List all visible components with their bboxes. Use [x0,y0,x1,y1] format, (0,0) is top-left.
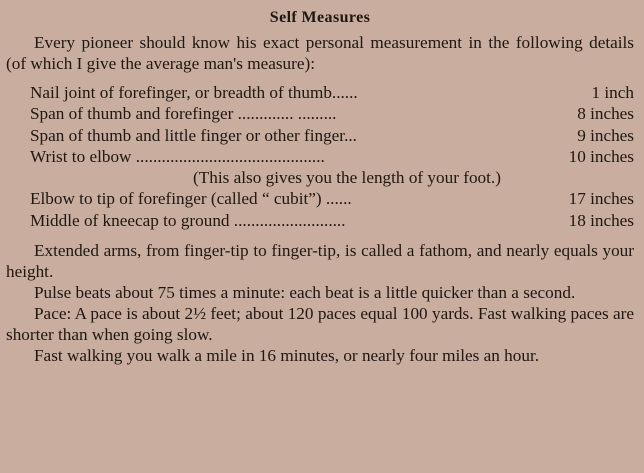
measure-value: 18 inches [568,210,634,230]
measure-label: Span of thumb and little finger or other finger... [30,125,357,145]
intro-paragraph: Every pioneer should know his exact personal measurement in the following details (of which I give the average man's measure): [6,33,634,73]
body-paragraph: Fast walking you walk a mile in 16 minutes, or nearly four miles an hour. [34,346,540,366]
measure-row [30,82,634,103]
measure-label: Nail joint of forefinger, or breadth of thumb...... [30,83,358,102]
measure-row [30,210,634,231]
measure-value: 9 inches [577,125,634,145]
measure-note: (This also gives you the length of your foot.) [193,168,501,188]
measure-value: 8 inches [577,104,634,124]
measures-list [6,82,634,231]
body-paragraph: Pace: A pace is about 2½ feet; about 120 paces equal 100 yards. Fast walking paces are shorter than when going slow. [6,304,634,345]
measure-label: Wrist to elbow ............................................ [30,146,325,166]
body-paragraph: Pulse beats about 75 times a minute: each beat is a little quicker than a second. [34,283,576,303]
measure-row [30,146,634,167]
spacer [6,231,634,240]
page-title: Self Measures [269,9,371,26]
measure-label: Elbow to tip of forefinger (called “ cubit”) ...... [30,189,352,209]
measure-value: 10 inches [568,146,634,166]
measure-row [30,125,634,146]
measure-label: Middle of kneecap to ground .......................... [30,210,346,230]
measure-row [30,103,634,124]
measure-label: Span of thumb and forefinger ............. ......... [30,104,337,124]
measure-value: 17 inches [568,189,634,209]
measure-value: 1 inch [591,83,634,102]
body-paragraph: Extended arms, from finger-tip to finger-tip, is called a fathom, and nearly equals your height. [6,241,634,282]
measure-row [30,188,634,209]
